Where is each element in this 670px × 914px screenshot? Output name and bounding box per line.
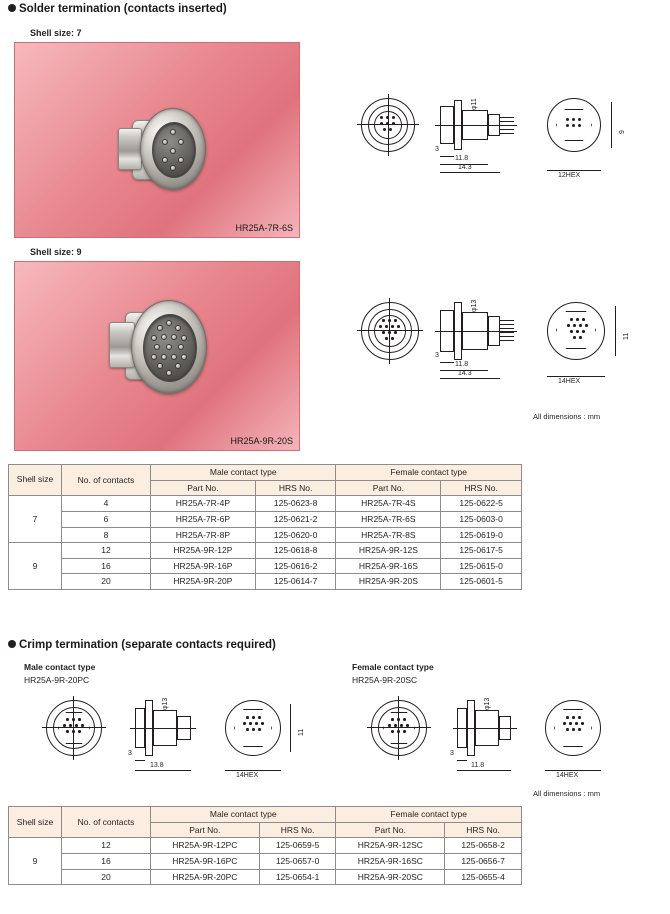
cell-male-hrs: 125-0620-0 xyxy=(255,527,336,543)
dim-13-8-crimp-male: 13.8 xyxy=(150,762,164,769)
dimension-note-crimp: All dimensions : mm xyxy=(533,789,601,798)
dim-11-8-9: 11.8 xyxy=(455,361,469,368)
cell-female-hrs: 125-0658-2 xyxy=(445,838,522,854)
table-row xyxy=(9,511,522,527)
drawing-crimp-male xyxy=(40,694,330,789)
cell-male-hrs: 125-0657-0 xyxy=(259,853,336,869)
table-header-row-1 xyxy=(9,465,522,481)
bullet-icon xyxy=(8,640,16,648)
cell-female-part: HR25A-7R-4S xyxy=(336,496,441,512)
cell-shell-size: 9 xyxy=(9,543,62,590)
header-female-contact-type: Female contact type xyxy=(336,465,522,481)
dim-diameter-crimp-female: φ13 xyxy=(484,697,491,710)
photo-shell-size-7 xyxy=(14,42,300,238)
header-male-hrs-no: HRS No. xyxy=(255,480,336,496)
dim-height-crimp-male: 11 xyxy=(298,728,305,736)
cell-contacts: 16 xyxy=(62,558,151,574)
header-male-part-no: Part No. xyxy=(151,480,256,496)
cell-female-part: HR25A-7R-8S xyxy=(336,527,441,543)
cell-male-part: HR25A-9R-20P xyxy=(151,574,256,590)
table-row xyxy=(9,853,522,869)
bullet-icon xyxy=(8,4,16,12)
connector-illustration-7 xyxy=(110,98,220,198)
cell-contacts: 20 xyxy=(62,869,151,885)
header-shell-size: Shell size xyxy=(9,465,62,496)
cell-male-part: HR25A-9R-20PC xyxy=(151,869,260,885)
shell-size-7-label: Shell size: 7 xyxy=(30,28,82,38)
dim-11-8-7: 11.8 xyxy=(455,155,469,162)
cell-female-hrs: 125-0619-0 xyxy=(441,527,522,543)
cell-contacts: 8 xyxy=(62,527,151,543)
cell-male-part: HR25A-7R-8P xyxy=(151,527,256,543)
table-row xyxy=(9,869,522,885)
header-female-hrs-no: HRS No. xyxy=(445,822,522,838)
cell-female-hrs: 125-0617-5 xyxy=(441,543,522,559)
dim-hex-crimp-female: 14HEX xyxy=(556,772,579,779)
cell-female-part: HR25A-9R-16SC xyxy=(336,853,445,869)
table-header-row-1 xyxy=(9,807,522,823)
dimension-note-solder: All dimensions : mm xyxy=(533,412,601,421)
dim-hex-9: 14HEX xyxy=(558,378,581,385)
crimp-male-part-no: HR25A-9R-20PC xyxy=(24,675,90,685)
header-female-part-no: Part No. xyxy=(336,480,441,496)
header-female-hrs-no: HRS No. xyxy=(441,480,522,496)
table-row xyxy=(9,496,522,512)
dim-hex-7: 12HEX xyxy=(558,172,581,179)
cell-female-hrs: 125-0601-5 xyxy=(441,574,522,590)
photo-caption-shell-7: HR25A-7R-6S xyxy=(235,223,293,233)
dim-3-crimp-female: 3 xyxy=(450,750,454,757)
crimp-female-part-no: HR25A-9R-20SC xyxy=(352,675,418,685)
cell-male-part: HR25A-9R-12PC xyxy=(151,838,260,854)
cell-female-part: HR25A-9R-20SC xyxy=(336,869,445,885)
header-male-hrs-no: HRS No. xyxy=(259,822,336,838)
cell-female-hrs: 125-0656-7 xyxy=(445,853,522,869)
crimp-male-title: Male contact type xyxy=(24,662,96,672)
photo-shell-size-9 xyxy=(14,261,300,451)
cell-contacts: 6 xyxy=(62,511,151,527)
cell-male-hrs: 125-0618-8 xyxy=(255,543,336,559)
section-heading-crimp: Crimp termination (separate contacts required) xyxy=(8,639,276,651)
cell-female-hrs: 125-0615-0 xyxy=(441,558,522,574)
crimp-termination-table xyxy=(8,806,522,885)
header-no-contacts: No. of contacts xyxy=(62,465,151,496)
dim-hex-crimp-male: 14HEX xyxy=(236,772,259,779)
table-row xyxy=(9,574,522,590)
cell-male-hrs: 125-0621-2 xyxy=(255,511,336,527)
cell-shell-size: 9 xyxy=(9,838,62,885)
cell-female-hrs: 125-0603-0 xyxy=(441,511,522,527)
header-male-contact-type: Male contact type xyxy=(151,807,336,823)
cell-male-hrs: 125-0654-1 xyxy=(259,869,336,885)
header-female-part-no: Part No. xyxy=(336,822,445,838)
crimp-female-title: Female contact type xyxy=(352,662,434,672)
cell-female-part: HR25A-9R-12SC xyxy=(336,838,445,854)
dim-3-crimp-male: 3 xyxy=(128,750,132,757)
cell-male-part: HR25A-7R-6P xyxy=(151,511,256,527)
drawing-shell-size-7 xyxy=(355,92,655,187)
dim-diameter-9: φ13 xyxy=(471,299,478,312)
header-female-contact-type: Female contact type xyxy=(336,807,522,823)
dim-height-7: 9 xyxy=(619,130,626,134)
solder-termination-table xyxy=(8,464,522,590)
cell-female-part: HR25A-9R-16S xyxy=(336,558,441,574)
cell-male-part: HR25A-9R-12P xyxy=(151,543,256,559)
dim-14-3-9: 14.3 xyxy=(458,370,472,377)
cell-male-hrs: 125-0616-2 xyxy=(255,558,336,574)
section-heading-solder: Solder termination (contacts inserted) xyxy=(8,3,227,15)
dim-3-9: 3 xyxy=(435,352,439,359)
dim-14-3-7: 14.3 xyxy=(458,164,472,171)
cell-contacts: 12 xyxy=(62,838,151,854)
dim-3-7: 3 xyxy=(435,146,439,153)
drawing-shell-size-9 xyxy=(355,296,655,396)
cell-male-hrs: 125-0659-5 xyxy=(259,838,336,854)
cell-male-part: HR25A-9R-16P xyxy=(151,558,256,574)
cell-contacts: 12 xyxy=(62,543,151,559)
cell-male-part: HR25A-7R-4P xyxy=(151,496,256,512)
header-male-contact-type: Male contact type xyxy=(151,465,336,481)
cell-female-hrs: 125-0655-4 xyxy=(445,869,522,885)
photo-caption-shell-9: HR25A-9R-20S xyxy=(230,436,293,446)
header-no-contacts: No. of contacts xyxy=(62,807,151,838)
table-row xyxy=(9,838,522,854)
dim-diameter-7: φ11 xyxy=(471,98,478,110)
table-row xyxy=(9,527,522,543)
cell-contacts: 4 xyxy=(62,496,151,512)
cell-female-hrs: 125-0622-5 xyxy=(441,496,522,512)
cell-male-hrs: 125-0614-7 xyxy=(255,574,336,590)
cell-female-part: HR25A-9R-12S xyxy=(336,543,441,559)
table-row xyxy=(9,558,522,574)
cell-female-part: HR25A-9R-20S xyxy=(336,574,441,590)
cell-contacts: 20 xyxy=(62,574,151,590)
connector-illustration-9 xyxy=(103,294,223,406)
cell-female-part: HR25A-7R-6S xyxy=(336,511,441,527)
cell-shell-size: 7 xyxy=(9,496,62,543)
shell-size-9-label: Shell size: 9 xyxy=(30,247,82,257)
dim-height-9: 11 xyxy=(623,332,630,340)
header-male-part-no: Part No. xyxy=(151,822,260,838)
dim-diameter-crimp-male: φ13 xyxy=(162,697,169,710)
cell-contacts: 16 xyxy=(62,853,151,869)
drawing-crimp-female xyxy=(365,694,625,789)
header-shell-size: Shell size xyxy=(9,807,62,838)
cell-male-hrs: 125-0623-8 xyxy=(255,496,336,512)
cell-male-part: HR25A-9R-16PC xyxy=(151,853,260,869)
dim-11-8-crimp-female: 11.8 xyxy=(471,762,485,769)
table-row xyxy=(9,543,522,559)
